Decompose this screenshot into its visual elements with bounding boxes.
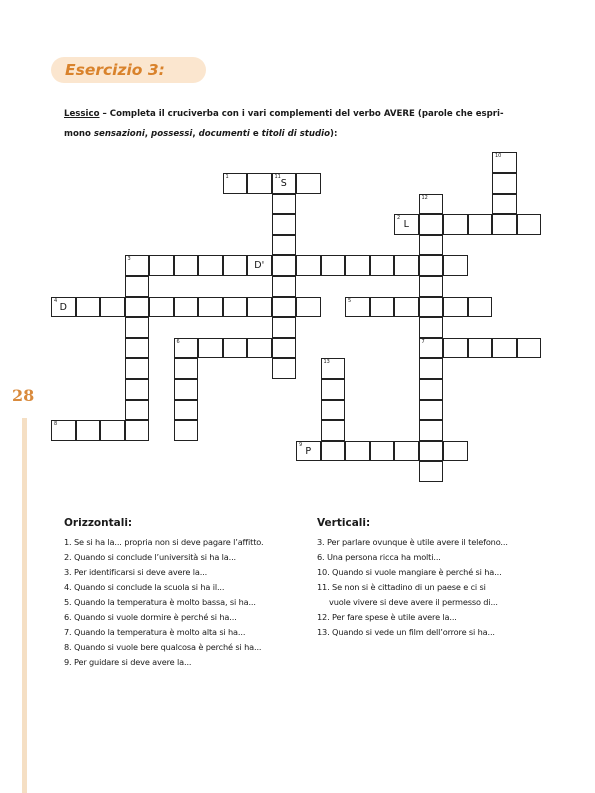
horizontal-clue: 8. Quando si vuole bere qualcosa è perché si ha... <box>64 642 262 652</box>
crossword-cell[interactable] <box>174 379 199 400</box>
clue-number: 6 <box>176 338 180 345</box>
crossword-cell[interactable] <box>272 214 297 235</box>
crossword-cell[interactable] <box>100 297 125 318</box>
crossword-cell[interactable] <box>272 317 297 338</box>
crossword-cell[interactable] <box>198 297 223 318</box>
crossword-cell[interactable] <box>125 317 150 338</box>
crossword-cell[interactable] <box>492 214 517 235</box>
crossword-cell[interactable] <box>321 379 346 400</box>
instructions-sep: , <box>192 129 199 139</box>
clue-number: 8 <box>54 421 58 428</box>
clue-number: 2 <box>397 215 401 222</box>
crossword-cell[interactable] <box>198 338 223 359</box>
horizontal-clue: 5. Quando la temperatura è molto bassa, si ha... <box>64 597 256 607</box>
crossword-cell[interactable] <box>394 214 419 235</box>
crossword-cell[interactable] <box>492 338 517 359</box>
crossword-cell[interactable] <box>296 441 321 462</box>
crossword-cell[interactable] <box>321 420 346 441</box>
crossword-cell[interactable] <box>394 297 419 318</box>
crossword-cell[interactable] <box>443 441 468 462</box>
crossword-cell[interactable] <box>345 441 370 462</box>
crossword-cell[interactable] <box>149 297 174 318</box>
crossword-cell[interactable] <box>419 358 444 379</box>
clue-number: 9 <box>299 441 303 448</box>
instructions-em-3: documenti <box>198 129 250 139</box>
page-number: 28 <box>12 386 35 405</box>
prefilled-letter: L <box>403 219 409 231</box>
crossword-cell[interactable] <box>492 194 517 215</box>
crossword-cell[interactable] <box>443 255 468 276</box>
crossword-cell[interactable] <box>419 235 444 256</box>
crossword-cell[interactable] <box>125 297 150 318</box>
clue-number: 13 <box>323 359 330 366</box>
instructions-text-1: – Completa il cruciverba con i vari complementi del verbo AVERE (parole che espri- <box>99 109 504 119</box>
instructions-sep: e <box>249 129 262 139</box>
crossword-cell[interactable] <box>419 317 444 338</box>
crossword-cell[interactable] <box>419 214 444 235</box>
crossword-cell[interactable] <box>51 297 76 318</box>
crossword-cell[interactable] <box>174 297 199 318</box>
crossword-cell[interactable] <box>272 358 297 379</box>
crossword-cell[interactable] <box>223 338 248 359</box>
crossword-cell[interactable] <box>468 214 493 235</box>
crossword-cell[interactable] <box>247 173 272 194</box>
vertical-clue: 10. Quando si vuole mangiare è perché si ha... <box>317 567 502 577</box>
vertical-clue: 11. Se non si è cittadino di un paese e ci si <box>317 582 486 592</box>
clue-number: 10 <box>495 153 502 160</box>
crossword-cell[interactable] <box>223 255 248 276</box>
clue-number: 12 <box>421 194 428 201</box>
vertical-clues-heading: Verticali: <box>317 517 371 529</box>
vertical-clue: vuole vivere si deve avere il permesso di... <box>329 597 498 607</box>
lexicon-label: Lessico <box>64 109 100 119</box>
horizontal-clue: 2. Quando si conclude l’università si ha la... <box>64 552 237 562</box>
instructions-em-2: possessi <box>151 129 193 139</box>
crossword-cell[interactable] <box>419 194 444 215</box>
prefilled-letter: D <box>59 301 67 313</box>
crossword-cell[interactable] <box>125 358 150 379</box>
crossword-cell[interactable] <box>125 400 150 421</box>
crossword-cell[interactable] <box>125 338 150 359</box>
horizontal-clue: 7. Quando la temperatura è molto alta si ha... <box>64 627 246 637</box>
prefilled-letter: P <box>305 445 312 457</box>
crossword-cell[interactable] <box>443 297 468 318</box>
crossword-cell[interactable] <box>247 338 272 359</box>
crossword-cell[interactable] <box>272 173 297 194</box>
instructions-em-1: sensazioni <box>93 129 145 139</box>
crossword-cell[interactable] <box>51 420 76 441</box>
crossword-cell[interactable] <box>272 276 297 297</box>
crossword-cell[interactable] <box>443 214 468 235</box>
crossword-cell[interactable] <box>272 255 297 276</box>
vertical-clue: 12. Per fare spese è utile avere la... <box>317 612 457 622</box>
crossword-cell[interactable] <box>468 338 493 359</box>
horizontal-clue: 4. Quando si conclude la scuola si ha il... <box>64 582 225 592</box>
crossword-cell[interactable] <box>370 255 395 276</box>
crossword-cell[interactable] <box>419 420 444 441</box>
instructions-em-4: titoli di studio <box>261 129 331 139</box>
crossword-cell[interactable] <box>76 420 101 441</box>
exercise-title: Esercizio 3: <box>65 61 165 79</box>
crossword-cell[interactable] <box>321 400 346 421</box>
crossword-cell[interactable] <box>345 297 370 318</box>
clue-number: 11 <box>274 174 281 180</box>
horizontal-clue: 1. Se si ha la... propria non si deve pagare l’affitto. <box>64 537 264 547</box>
crossword-cell[interactable] <box>468 297 493 318</box>
crossword-cell[interactable] <box>125 420 150 441</box>
crossword-cell[interactable] <box>492 173 517 194</box>
prefilled-letter: D' <box>254 260 265 272</box>
crossword-cell[interactable] <box>247 255 272 276</box>
instructions-text-2: mono <box>64 129 94 139</box>
crossword-cell[interactable] <box>174 255 199 276</box>
vertical-clue: 6. Una persona ricca ha molti... <box>317 552 441 562</box>
crossword-cell[interactable] <box>419 379 444 400</box>
horizontal-clue: 9. Per guidare si deve avere la... <box>64 657 192 667</box>
crossword-cell[interactable] <box>272 235 297 256</box>
instructions-sep: , <box>144 129 152 139</box>
clue-number: 5 <box>348 297 352 304</box>
vertical-clue: 13. Quando si vede un film dell’orrore si ha... <box>317 627 495 637</box>
crossword-cell[interactable] <box>419 276 444 297</box>
crossword-cell[interactable] <box>419 461 444 482</box>
crossword-cell[interactable] <box>125 379 150 400</box>
crossword-cell[interactable] <box>419 338 444 359</box>
crossword-cell[interactable] <box>321 358 346 379</box>
crossword-cell[interactable] <box>517 338 542 359</box>
crossword-cell[interactable] <box>370 441 395 462</box>
vertical-clues <box>317 516 508 640</box>
crossword-cell[interactable] <box>174 358 199 379</box>
crossword-cell[interactable] <box>419 400 444 421</box>
crossword-cell[interactable] <box>419 255 444 276</box>
clue-number: 4 <box>54 297 58 304</box>
crossword-cell[interactable] <box>272 194 297 215</box>
crossword-cell[interactable] <box>100 420 125 441</box>
crossword-cell[interactable] <box>223 173 248 194</box>
horizontal-clue: 3. Per identificarsi si deve avere la... <box>64 567 208 577</box>
crossword-cell[interactable] <box>174 400 199 421</box>
crossword-cell[interactable] <box>198 255 223 276</box>
crossword-cell[interactable] <box>394 441 419 462</box>
clue-number: 1 <box>225 174 229 180</box>
crossword-cell[interactable] <box>345 255 370 276</box>
crossword-cell <box>492 152 517 173</box>
crossword-cell[interactable] <box>321 441 346 462</box>
crossword-cell[interactable] <box>321 255 346 276</box>
crossword-cell[interactable] <box>247 297 272 318</box>
clue-number: 3 <box>127 256 131 263</box>
crossword-cell[interactable] <box>174 420 199 441</box>
crossword-cell[interactable] <box>517 214 542 235</box>
crossword-cell[interactable] <box>443 338 468 359</box>
crossword-cell[interactable] <box>370 297 395 318</box>
horizontal-clues <box>64 516 263 670</box>
crossword-cell[interactable] <box>296 173 321 194</box>
crossword-cell[interactable] <box>149 255 174 276</box>
horizontal-clue: 6. Quando si vuole dormire è perché si ha... <box>64 612 237 622</box>
crossword-cell[interactable] <box>272 297 297 318</box>
crossword-cell[interactable] <box>272 338 297 359</box>
crossword-cell[interactable] <box>174 338 199 359</box>
crossword-cell[interactable] <box>296 297 321 318</box>
crossword-cell[interactable] <box>223 297 248 318</box>
crossword-cell[interactable] <box>419 441 444 462</box>
prefilled-letter: S <box>280 178 287 189</box>
horizontal-clues-heading: Orizzontali: <box>64 517 133 529</box>
crossword-cell[interactable] <box>419 297 444 318</box>
crossword-cell[interactable] <box>394 255 419 276</box>
clue-number: 7 <box>421 338 425 345</box>
crossword-cell[interactable] <box>125 255 150 276</box>
instructions-text-3: ): <box>330 129 338 139</box>
vertical-clue: 3. Per parlare ovunque è utile avere il telefono... <box>317 537 508 547</box>
crossword-cell[interactable] <box>125 276 150 297</box>
crossword-cell[interactable] <box>76 297 101 318</box>
crossword-cell[interactable] <box>296 255 321 276</box>
